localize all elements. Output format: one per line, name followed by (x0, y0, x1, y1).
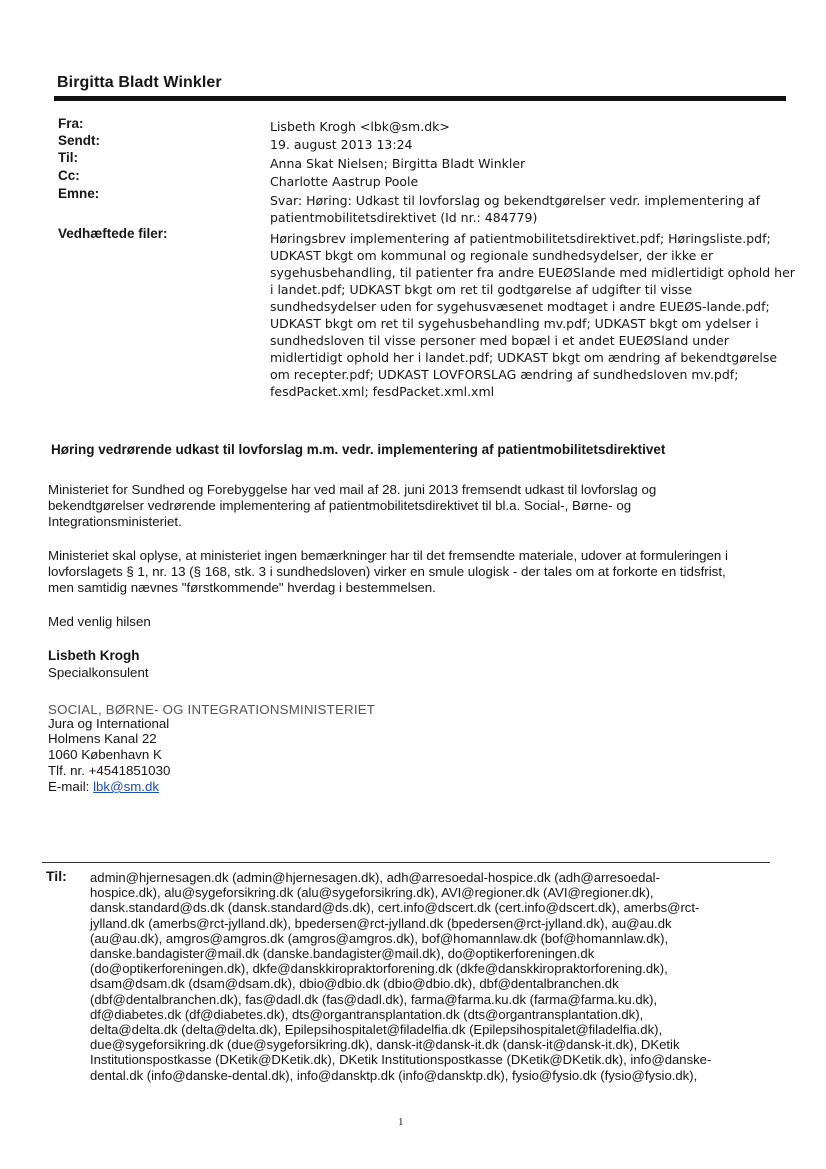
recipient-line: danske.bandagister@mail.dk (danske.bandagister@mail.dk), do@optikerforeningen.dk (90, 946, 595, 962)
attachment-line: Høringsbrev implementering af patientmobilitetsdirektivet.pdf; Høringsliste.pdf; (270, 231, 771, 246)
recipient-line: (dbf@dentalbranchen.dk), fas@dadl.dk (fas@dadl.dk), farma@farma.ku.dk (farma@farma.ku.dk), (90, 991, 658, 1007)
recipients-rule (42, 862, 770, 863)
attachment-line: midlertidigt ophold her i landet.pdf; UDKAST bkgt om ændring af bekendtgørelse (270, 350, 778, 365)
signature-city: 1060 København K (48, 747, 162, 762)
page-number: 1 (398, 1116, 404, 1128)
recipient-line: df@diabetes.dk (df@diabetes.dk), dts@organtransplantation.dk (dts@organtransplantation.dk), (90, 1006, 644, 1022)
to-value: Anna Skat Nielsen; Birgitta Bladt Winkler (270, 156, 526, 171)
attachment-line: sygehusbehandling, til patienter fra andre EUEØSlande med midlertidigt ophold her (270, 265, 795, 280)
to-label: Til: (58, 150, 78, 165)
signature-department: Jura og International (48, 716, 170, 731)
attachment-line: UDKAST bkgt om ret til sygehusbehandling mv.pdf; UDKAST bkgt om ydelser i (270, 316, 759, 331)
subject-value (270, 192, 760, 226)
recipient-line: delta@delta.dk (delta@delta.dk), Epilepsihospitalet@filadelfia.dk (Epilepsihospitalet@filadelfia.dk), (90, 1022, 663, 1038)
email-prefix: E-mail: (48, 779, 94, 794)
subject-line: Svar: Høring: Udkast til lovforslag og bekendtgørelser vedr. implementering af (270, 193, 760, 208)
attachment-line: fesdPacket.xml; fesdPacket.xml.xml (270, 384, 495, 399)
recipients-list (90, 870, 711, 1083)
recipient-line: (do@optikerforeningen.dk), dkfe@danskkiropraktorforening.dk (dkfe@danskkiropraktorforening.dk), (90, 961, 668, 977)
signature-phone: Tlf. nr. +4541851030 (48, 763, 171, 778)
attachment-line: UDKAST bkgt om kommunal og regionale sundhedsydelser, der ikke er (270, 248, 714, 263)
recipient-line: jylland.dk (amerbs@rct-jylland.dk), bpedersen@rct-jylland.dk (bpedersen@rct-jylland.dk), au@au.dk (90, 915, 672, 931)
recipient-line: dental.dk (info@danske-dental.dk), info@dansktp.dk (info@dansktp.dk), fysio@fysio.dk (fysio@fysio.dk), (90, 1067, 698, 1083)
signature-name: Lisbeth Krogh (48, 648, 140, 663)
attachment-line: sundhedsydelser uden for sygehusvæsenet modtaget i andre EUEØS-lande.pdf; (270, 299, 770, 314)
recipient-line: dansk.standard@ds.dk (dansk.standard@ds.dk), cert.info@dscert.dk (cert.info@dscert.dk), amerbs@rct- (90, 900, 700, 916)
recipient-line: admin@hjernesagen.dk (admin@hjernesagen.dk), adh@arresoedal-hospice.dk (adh@arresoedal- (90, 870, 660, 885)
attachment-line: om recepter.pdf; UDKAST LOVFORSLAG ændring af sundhedsloven mv.pdf; (270, 367, 739, 382)
recipient-line: hospice.dk), alu@sygeforsikring.dk (alu@sygeforsikring.dk), AVI@regioner.dk (AVI@regioner.dk), (90, 885, 654, 901)
from-label: Fra: (58, 116, 84, 131)
paragraph-line: Ministeriet for Sundhed og Forebyggelse har ved mail af 28. juni 2013 fremsendt udkast til lovforslag og (48, 482, 657, 497)
recipient-line: (au@au.dk), amgros@amgros.dk (amgros@amgros.dk), bof@homannlaw.dk (bof@homannlaw.dk), (90, 930, 669, 946)
from-value: Lisbeth Krogh <lbk@sm.dk> (270, 119, 450, 134)
cc-value: Charlotte Aastrup Poole (270, 174, 419, 189)
paragraph-line: Ministeriet skal oplyse, at ministeriet ingen bemærkninger har til det fremsendte materiale, udover at formuleringen i (48, 548, 728, 563)
closing-text: Med venlig hilsen (48, 614, 151, 629)
recipient-line: Institutionspostkasse (DKetik@DKetik.dk), DKetik Institutionspostkasse (DKetik@DKetik.dk), info@danske- (90, 1052, 712, 1068)
mailbox-owner-name: Birgitta Bladt Winkler (57, 74, 222, 91)
body-paragraph-1 (48, 482, 656, 530)
sent-label: Sendt: (58, 133, 100, 148)
sent-value: 19. august 2013 13:24 (270, 137, 413, 152)
subject-line: patientmobilitetsdirektivet (Id nr.: 484779) (270, 210, 538, 225)
attachments-label: Vedhæftede filer: (58, 226, 168, 241)
body-paragraph-2 (48, 548, 728, 596)
body-subject-heading: Høring vedrørende udkast til lovforslag m.m. vedr. implementering af patientmobilitetsdirektivet (51, 442, 666, 457)
signature-email-row (48, 779, 159, 794)
signature-title: Specialkonsulent (48, 665, 149, 680)
attachment-line: i landet.pdf; UDKAST bkgt om ret til godtgørelse af udgifter til visse (270, 282, 693, 297)
subject-label: Emne: (58, 186, 100, 201)
signature-street: Holmens Kanal 22 (48, 731, 157, 746)
paragraph-line: lovforslagets § 1, nr. 13 (§ 168, stk. 3 i sundhedsloven) virker en smule ulogisk - der tales om at forkorte en tidsfrist, (48, 564, 726, 579)
recipient-line: due@sygeforsikring.dk (due@sygeforsikring.dk), dansk-it@dansk-it.dk (dansk-it@dansk-it.dk), DKetik (90, 1037, 680, 1053)
attachments-list (270, 230, 795, 400)
paragraph-line: bekendtgørelser vedrørende implementering af patientmobilitetsdirektivet til bl.a. Social-, Børne- og (48, 498, 632, 513)
email-link[interactable]: lbk@sm.dk (93, 779, 160, 794)
header-rule (54, 96, 786, 101)
cc-label: Cc: (58, 168, 80, 183)
recipients-label: Til: (46, 868, 67, 884)
paragraph-line: men samtidig nævnes "førstkommende" hverdag i bestemmelsen. (48, 580, 436, 595)
recipient-line: dsam@dsam.dk (dsam@dsam.dk), dbio@dbio.dk (dbio@dbio.dk), dbf@dentalbranchen.dk (90, 976, 619, 992)
attachment-line: sundhedsloven til visse personer med bopæl i et andet EUEØSland under (270, 333, 729, 348)
paragraph-line: Integrationsministeriet. (48, 514, 182, 529)
signature-ministry: SOCIAL, BØRNE- OG INTEGRATIONSMINISTERIET (48, 702, 376, 717)
